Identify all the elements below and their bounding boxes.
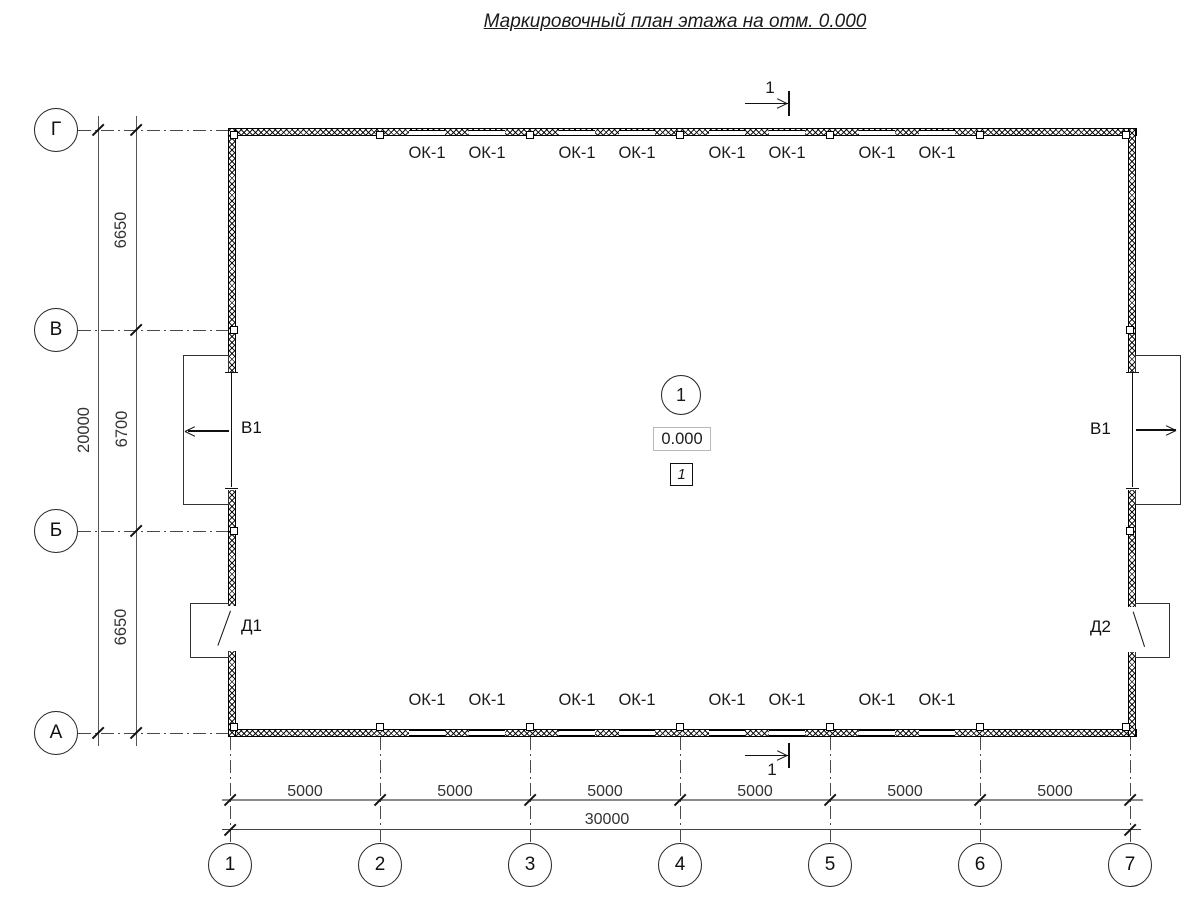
dim-line-bottom-segments <box>222 799 1143 801</box>
section-top-arrow-line <box>745 103 788 105</box>
dim-text-bottom-4: 5000 <box>737 783 773 800</box>
window-label: ОК-1 <box>618 143 656 162</box>
dim-text-left-1: 6650 <box>112 211 130 249</box>
column-mark <box>1126 527 1134 535</box>
axis-line-v <box>78 330 228 331</box>
gate-right-label: В1 <box>1090 419 1111 438</box>
column-mark <box>230 527 238 535</box>
window-label: ОК-1 <box>768 143 806 162</box>
window-bottom-3 <box>559 730 595 736</box>
axis-label: 6 <box>974 854 986 875</box>
floor-type-mark <box>670 463 693 486</box>
axis-label: А <box>49 722 63 743</box>
grid-extension-line <box>680 737 681 843</box>
column-mark <box>976 131 984 139</box>
window-label: ОК-1 <box>858 143 896 162</box>
axis-line-b <box>78 531 228 532</box>
section-bottom-arrow-line <box>745 755 788 757</box>
column-mark <box>676 723 684 731</box>
dim-line-left-segments <box>136 116 137 746</box>
section-top-bar <box>788 91 790 116</box>
door-right-opening <box>1128 607 1136 652</box>
dim-text-bottom-total: 30000 <box>584 811 630 828</box>
grid-extension-line <box>830 737 831 843</box>
column-mark <box>1126 326 1134 334</box>
axis-label: 4 <box>674 854 686 875</box>
window-label: ОК-1 <box>558 690 596 709</box>
section-top-label: 1 <box>765 78 775 97</box>
column-mark <box>826 723 834 731</box>
window-top-4 <box>619 130 655 136</box>
window-label: ОК-1 <box>408 690 446 709</box>
axis-circle-col-1 <box>208 843 252 887</box>
window-top-1 <box>409 130 445 136</box>
dim-text-left-3: 6650 <box>112 608 130 646</box>
column-mark <box>376 723 384 731</box>
gate-left-arrow-line <box>188 430 229 431</box>
gate-right-leaf-line <box>1132 373 1134 487</box>
window-label: ОК-1 <box>408 143 446 162</box>
dim-line-left-total <box>98 116 99 746</box>
door-right-label: Д2 <box>1090 617 1111 636</box>
grid-extension-line <box>980 737 981 843</box>
axis-label: В <box>49 319 63 340</box>
window-label: ОК-1 <box>918 143 956 162</box>
window-label: ОК-1 <box>918 690 956 709</box>
axis-circle-col-5 <box>808 843 852 887</box>
dim-text-left-total: 20000 <box>75 407 93 453</box>
axis-circle-col-4 <box>658 843 702 887</box>
window-bottom-7 <box>859 730 895 736</box>
column-mark <box>826 131 834 139</box>
axis-line-g <box>78 130 228 131</box>
axis-label: Б <box>49 520 63 541</box>
axis-circle-row-a <box>34 711 78 755</box>
axis-label: 1 <box>224 854 236 875</box>
window-label: ОК-1 <box>858 690 896 709</box>
column-mark <box>676 131 684 139</box>
window-bottom-1 <box>409 730 445 736</box>
gate-left-cap-bottom <box>225 488 238 490</box>
column-mark <box>976 723 984 731</box>
floor-type-value: 1 <box>677 466 686 483</box>
axis-circle-row-g <box>34 108 78 152</box>
axis-label: 3 <box>524 854 536 875</box>
dim-text-bottom-1: 5000 <box>287 783 323 800</box>
gate-right-arrow-line <box>1136 429 1176 430</box>
window-bottom-4 <box>619 730 655 736</box>
door-right-porch <box>1135 603 1170 658</box>
window-top-5 <box>709 130 745 136</box>
window-label: ОК-1 <box>468 143 506 162</box>
window-top-2 <box>469 130 505 136</box>
axis-line-a <box>78 733 228 734</box>
column-mark <box>230 723 238 731</box>
window-label: ОК-1 <box>558 143 596 162</box>
window-label: ОК-1 <box>768 690 806 709</box>
window-label: ОК-1 <box>708 143 746 162</box>
door-left-label: Д1 <box>241 616 262 635</box>
column-mark <box>1122 723 1130 731</box>
dim-text-bottom-6: 5000 <box>1037 783 1073 800</box>
elevation-value: 0.000 <box>661 429 703 448</box>
window-top-6 <box>769 130 805 136</box>
axis-circle-col-3 <box>508 843 552 887</box>
grid-extension-line <box>530 737 531 843</box>
axis-label: Г <box>50 119 62 140</box>
dim-text-bottom-2: 5000 <box>437 783 473 800</box>
window-top-8 <box>919 130 955 136</box>
window-top-7 <box>859 130 895 136</box>
column-mark <box>526 131 534 139</box>
dim-text-bottom-3: 5000 <box>587 783 623 800</box>
room-number-circle <box>661 375 701 415</box>
room-number: 1 <box>675 384 686 405</box>
axis-circle-col-7 <box>1108 843 1152 887</box>
section-bottom-bar <box>788 743 790 768</box>
column-mark <box>230 131 238 139</box>
page-title: Маркировочный план этажа на отм. 0.000 <box>483 11 867 32</box>
window-label: ОК-1 <box>618 690 656 709</box>
window-bottom-6 <box>769 730 805 736</box>
section-bottom-label: 1 <box>767 760 777 779</box>
window-label: ОК-1 <box>468 690 506 709</box>
axis-circle-col-6 <box>958 843 1002 887</box>
dim-text-bottom-5: 5000 <box>887 783 923 800</box>
gate-right-cap-bottom <box>1126 488 1139 490</box>
column-mark <box>230 326 238 334</box>
gate-left-leaf-line <box>231 373 233 487</box>
column-mark <box>376 131 384 139</box>
axis-circle-row-b <box>34 509 78 553</box>
column-mark <box>1122 131 1130 139</box>
gate-left-label: В1 <box>241 418 262 437</box>
window-label: ОК-1 <box>708 690 746 709</box>
dim-line-bottom-total <box>222 829 1141 830</box>
axis-circle-col-2 <box>358 843 402 887</box>
column-mark <box>526 723 534 731</box>
window-bottom-2 <box>469 730 505 736</box>
elevation-mark <box>653 427 711 451</box>
window-top-3 <box>559 130 595 136</box>
grid-extension-line <box>380 737 381 843</box>
axis-label: 5 <box>824 854 836 875</box>
axis-label: 2 <box>374 854 386 875</box>
axis-label: 7 <box>1124 854 1136 875</box>
window-bottom-5 <box>709 730 745 736</box>
window-bottom-8 <box>919 730 955 736</box>
dim-text-left-2: 6700 <box>113 410 131 448</box>
axis-circle-row-v <box>34 308 78 352</box>
